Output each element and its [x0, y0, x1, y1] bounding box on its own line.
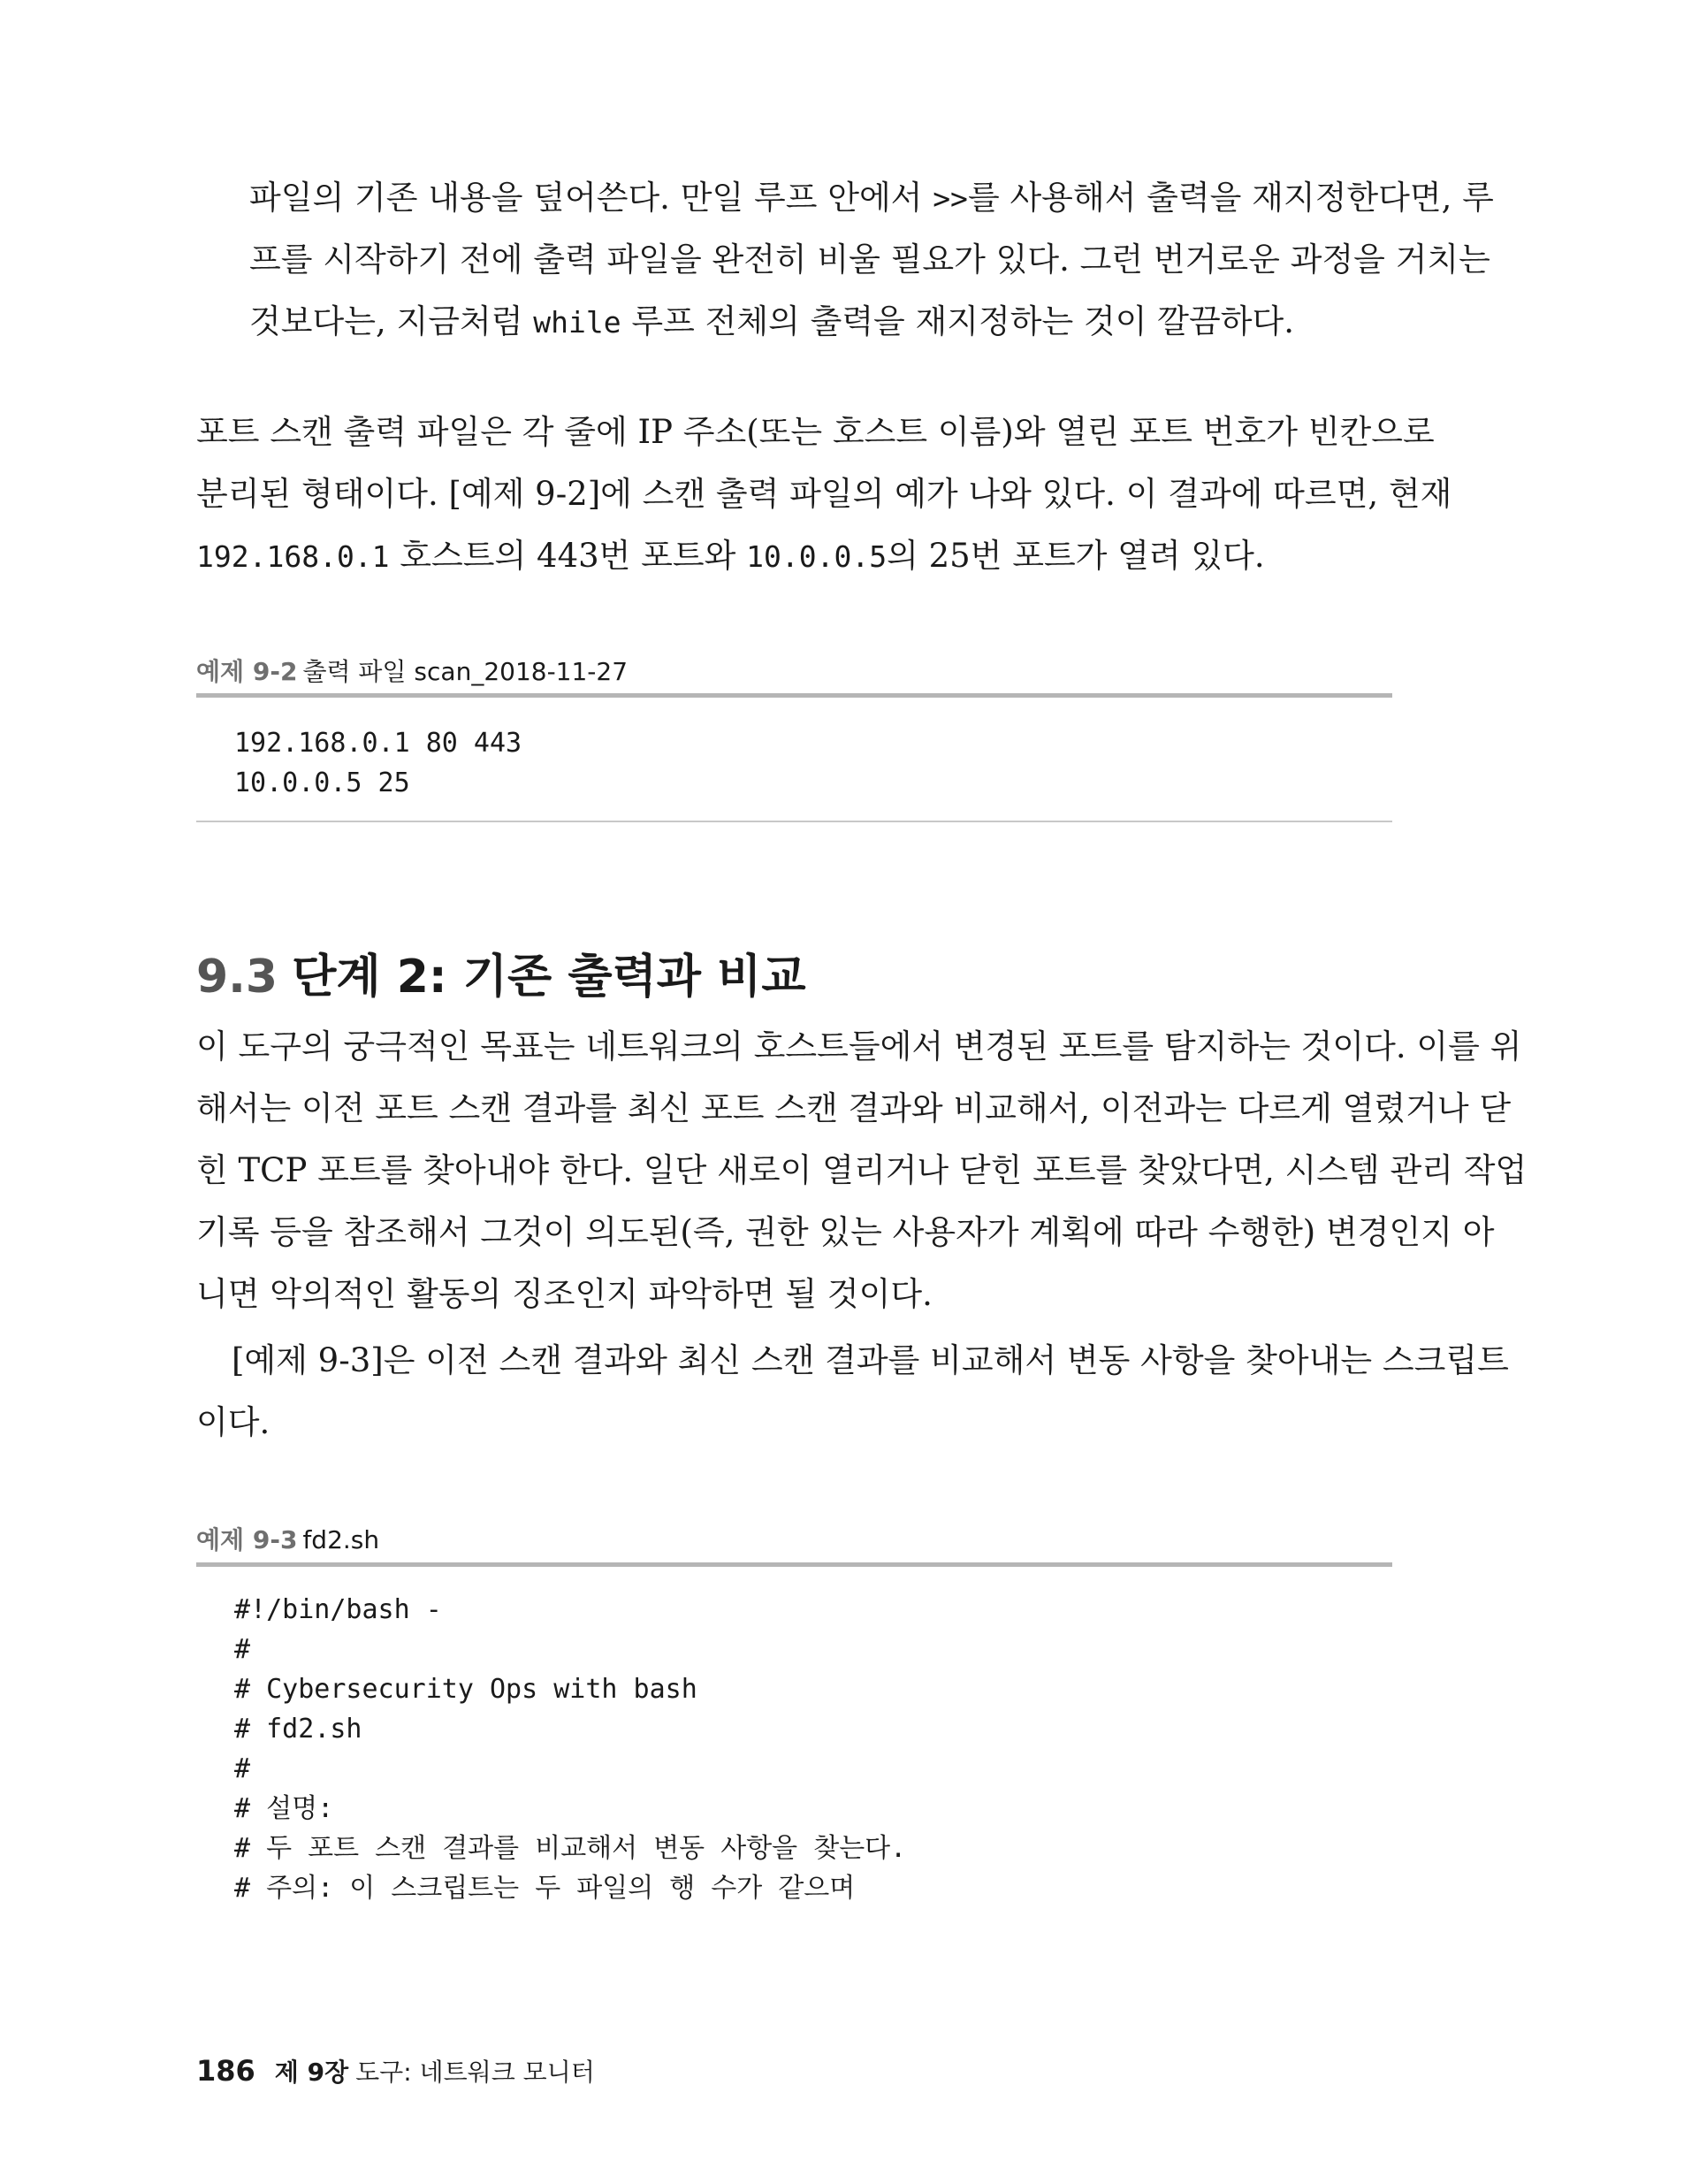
compare-line-2: 해서는 이전 포트 스캔 결과를 최신 포트 스캔 결과와 비교해서, 이전과는 다르게 열렸거나 닫 [196, 1089, 1512, 1127]
compare-line-3: 힌 TCP 포트를 찾아내야 한다. 일단 새로이 열리거나 닫힌 포트를 찾았다면, 시스템 관리 작업 [196, 1151, 1528, 1189]
code-top-rule [196, 693, 1392, 698]
script-line-1: [예제 9-3]은 이전 스캔 결과와 최신 스캔 결과를 비교해서 변동 사항을 찾아내는 스크립트 [232, 1341, 1509, 1379]
example-9-3-caption [196, 1521, 379, 1556]
intro-line-2: 프를 시작하기 전에 출력 파일을 완전히 비울 필요가 있다. 그런 번거로운 과정을 거치는 [249, 241, 1490, 279]
chapter-label: 제 9장 [274, 2058, 349, 2087]
scan-output-paragraph [196, 413, 1452, 601]
section-title: 단계 2: 기존 출력과 비교 [292, 951, 806, 1004]
page-number: 186 [196, 2054, 255, 2088]
scan-line-2: 분리된 형태이다. [예제 9-2]에 스캔 출력 파일의 예가 나와 있다. 이 결과에 따르면, 현재 [196, 475, 1452, 513]
example-label: 예제 9-3 [196, 1525, 298, 1554]
section-heading [196, 939, 806, 1005]
chapter-title: 도구: 네트워크 모니터 [355, 2058, 595, 2087]
example-title: fd2.sh [302, 1525, 380, 1554]
scan-line-3: 192.168.0.1 호스트의 443번 포트와 10.0.0.5의 25번 포트가 열려 있다. [196, 537, 1265, 575]
compare-line-1: 이 도구의 궁극적인 목표는 네트워크의 호스트들에서 변경된 포트를 탐지하는 것이다. 이를 위 [196, 1027, 1522, 1065]
intro-line-1: 파일의 기존 내용을 덮어쓴다. 만일 루프 안에서 >>를 사용해서 출력을 재지정한다면, 루 [249, 179, 1494, 217]
example-label: 예제 9-2 [196, 657, 298, 686]
intro-line-3: 것보다는, 지금처럼 while 루프 전체의 출력을 재지정하는 것이 깔끔하다. [249, 302, 1295, 340]
example-9-2-caption [196, 653, 628, 688]
example-title: 출력 파일 scan_2018-11-27 [302, 657, 629, 686]
example-9-2-code: 192.168.0.1 80 443 10.0.0.5 25 [234, 728, 522, 798]
script-paragraph [196, 1341, 1509, 1468]
section-number: 9.3 [196, 951, 278, 1004]
code-top-rule [196, 1562, 1392, 1567]
compare-line-5: 니면 악의적인 활동의 징조인지 파악하면 될 것이다. [196, 1275, 933, 1313]
intro-paragraph [249, 181, 1494, 367]
example-9-3-code: #!/bin/bash - # # Cybersecurity Ops with bash # fd2.sh # # 설명: # 두 포트 스캔 결과를 비교해서 변동 사항을 찾는다. # 주의: 이 스크립트는 두 파일의 행 수가 같으며 [234, 1594, 907, 1904]
code-bottom-rule [196, 821, 1392, 822]
compare-paragraph [196, 1027, 1528, 1340]
scan-line-1: 포트 스캔 출력 파일은 각 줄에 IP 주소(또는 호스트 이름)와 열린 포트 번호가 빈칸으로 [196, 413, 1435, 451]
page-footer [196, 2053, 595, 2089]
script-line-2: 이다. [196, 1403, 270, 1441]
compare-line-4: 기록 등을 참조해서 그것이 의도된(즉, 권한 있는 사용자가 계획에 따라 수행한) 변경인지 아 [196, 1213, 1495, 1251]
